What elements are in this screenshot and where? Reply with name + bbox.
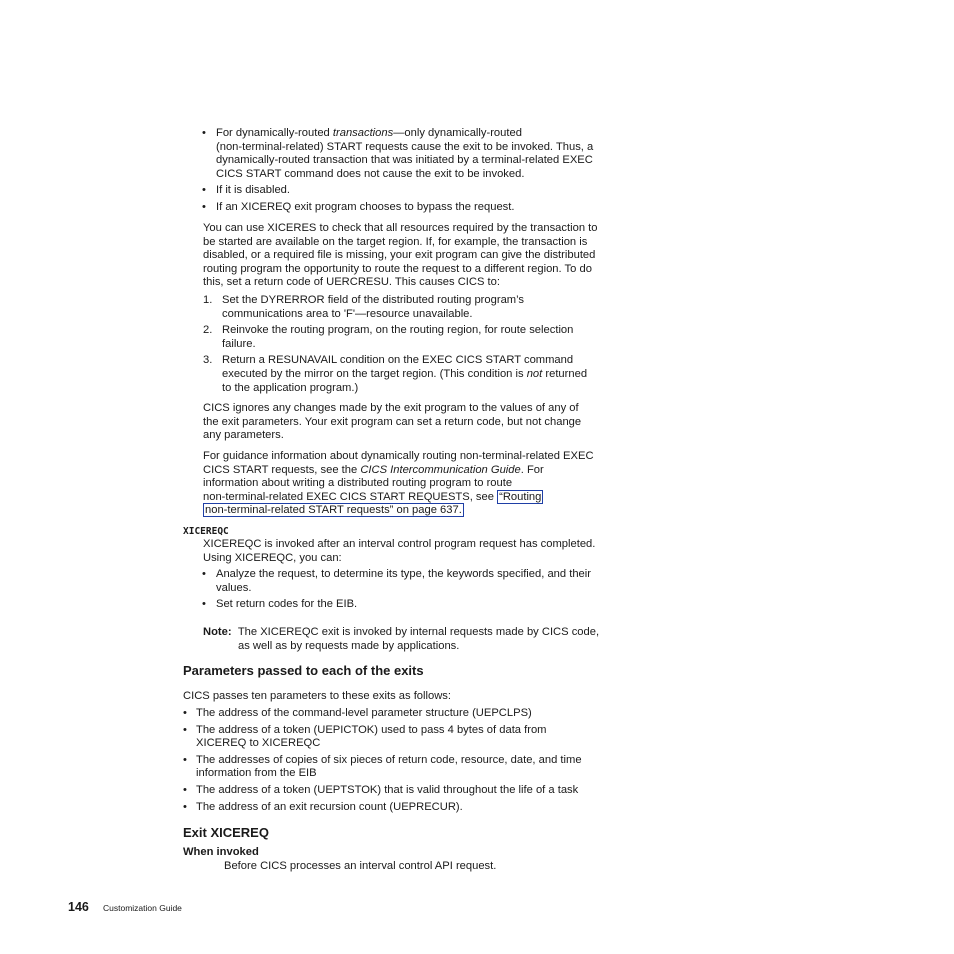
list-item: 1. Set the DYRERROR field of the distributed routing program’s communications area to 'F'—resource unavailable. <box>203 294 524 320</box>
paragraph-ignores: CICS ignores any changes made by the exit program to the values of any of the exit parameters. Your exit program can set a return code, but not change any parameters. <box>203 402 582 442</box>
bullet-list-top <box>202 127 616 215</box>
list-item: 3. Return a RESUNAVAIL condition on the EXEC CICS START command executed by the mirror on the target region. (This condition is not returned to the application program.) <box>203 354 588 394</box>
list-item: • If an XICEREQ exit program chooses to bypass the request. <box>202 200 515 213</box>
list-item: • The address of a token (UEPICTOK) used to pass 4 bytes of data from XICEREQ to XICEREQC <box>183 723 547 750</box>
xicereqc-label: XICEREQC <box>183 526 229 537</box>
list-item: • Set return codes for the EIB. <box>202 598 358 611</box>
list-item: • If it is disabled. <box>202 184 290 197</box>
footer-title: Customization Guide <box>103 903 182 913</box>
when-invoked-label: When invoked <box>183 846 259 858</box>
list-item: • For dynamically-routed transactions—only dynamically-routed (non-terminal-related) START requests cause the exit to be invoked. Thus, a dynamically-routed transaction that was initiated by a terminal-related EXEC CICS START command does not cause the exit to be invoked. <box>202 127 594 180</box>
note-label: Note: <box>203 626 232 638</box>
note: Note: The XICEREQC exit is invoked by internal requests made by CICS code, as well as by requests made by applications. <box>203 626 600 652</box>
list-item: 2. Reinvoke the routing program, on the routing region, for route selection failure. <box>203 324 574 350</box>
parameters-intro: CICS passes ten parameters to these exits as follows: <box>183 690 451 702</box>
xicereqc-bullets <box>202 568 616 612</box>
paragraph-guidance: For guidance information about dynamically routing non-terminal-related EXEC CICS START requests, see the CICS Intercommunication Guide. For information about writing a distributed routing program to route non-terminal-related EXEC CICS START REQUESTS, see “Routing non-terminal-related START requests” on page 637. <box>203 450 594 517</box>
page-number: 146 <box>68 900 89 914</box>
parameters-bullets <box>183 707 616 814</box>
list-item: • Analyze the request, to determine its type, the keywords specified, and their values. <box>202 568 591 594</box>
routing-link-part1[interactable]: “Routing <box>499 490 542 503</box>
list-item: • The address of an exit recursion count (UEPRECUR). <box>183 800 463 813</box>
routing-link-part2[interactable]: non-terminal-related START requests” on page 637. <box>205 504 462 517</box>
paragraph-xiceres: You can use XICERES to check that all resources required by the transaction to be started are available on the target region. If, for example, the transaction is disabled, or a required file is missing, your exit program can give the distributed routing program the opportunity to route the request to a different region. To do this, set a return code of UERCRESU. This causes CICS to: <box>203 222 598 289</box>
list-item: • The addresses of copies of six pieces of return code, resource, date, and time information from the EIB <box>183 753 582 780</box>
xicereqc-description: XICEREQC is invoked after an interval control program request has completed. Using XICEREQC, you can: <box>203 538 596 564</box>
list-item: • The address of the command-level parameter structure (UEPCLPS) <box>183 707 532 719</box>
section-heading-exit: Exit XICEREQ <box>183 825 269 840</box>
section-heading-parameters: Parameters passed to each of the exits <box>183 663 424 678</box>
when-invoked-text: Before CICS processes an interval control API request. <box>224 860 497 872</box>
list-item: • The address of a token (UEPTSTOK) that is valid throughout the life of a task <box>183 783 579 796</box>
numbered-list <box>203 294 622 395</box>
